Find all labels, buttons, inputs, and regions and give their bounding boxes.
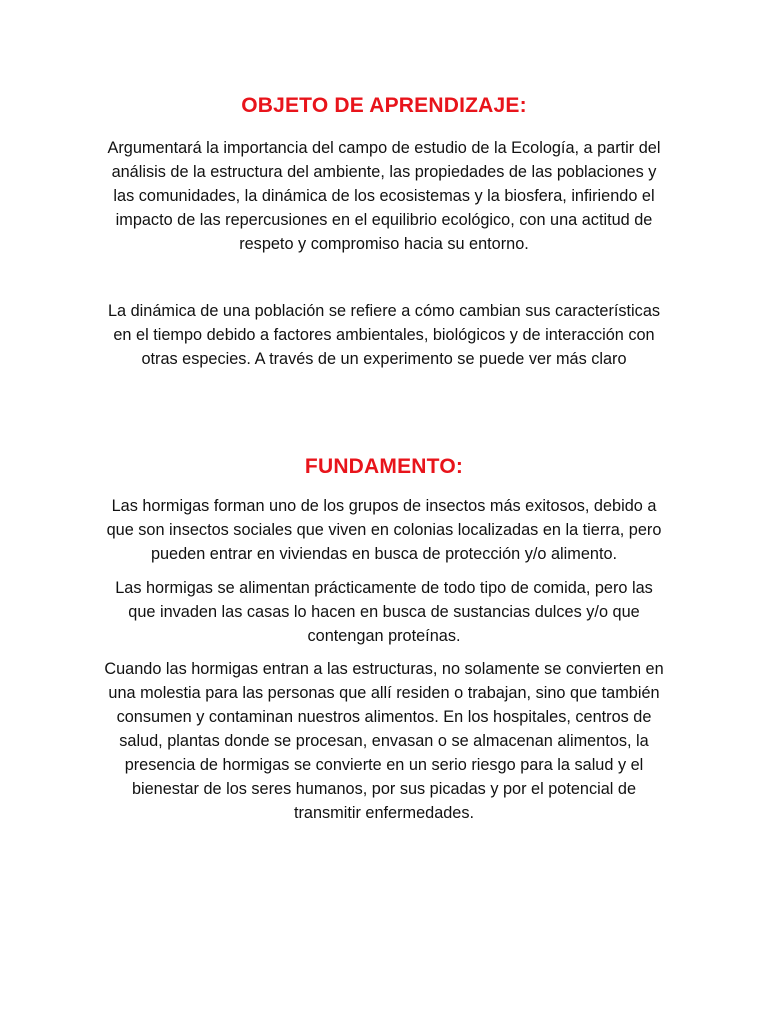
heading-fundamento: FUNDAMENTO: (304, 455, 464, 478)
paragraph-objective: Argumentará la importancia del campo de estudio de la Ecología, a partir del análisis de la estructura del ambiente, las propiedades de las poblaciones y las comunidades, la dinámica de los ecosistemas y la biosfera, infiriendo el impacto de las repercusiones en el equilibrio ecológico, con una actitud de respeto y compromiso hacia su entorno. (107, 139, 661, 253)
paragraph-ants-risk: Cuando las hormigas entran a las estructuras, no solamente se convierten en una molestia para las personas que allí residen o trabajan, sino que también consumen y contaminan nuestros alimentos. En los hospitales, centros de salud, plantas donde se procesan, envasan o se almacenan alimentos, la presencia de hormigas se convierte en un serio riesgo para la salud y el bienestar de los seres humanos, por sus picadas y por el potencial de transmitir enfermedades. (104, 660, 664, 822)
paragraph-ants-intro: Las hormigas forman uno de los grupos de insectos más exitosos, debido a que son insectos sociales que viven en colonias localizadas en la tierra, pero pueden entrar en viviendas en busca de protección y/o alimento. (106, 497, 662, 563)
paragraph-ants-food: Las hormigas se alimentan prácticamente de todo tipo de comida, pero las que invaden las casas lo hacen en busca de sustancias dulces y/o que contengan proteínas. (115, 579, 653, 645)
paragraph-population-dynamics: La dinámica de una población se refiere a cómo cambian sus características en el tiempo debido a factores ambientales, biológicos y de interacción con otras especies. A través de un experimento se puede ver más claro (107, 302, 661, 368)
heading-objeto-de-aprendizaje: OBJETO DE APRENDIZAJE: (241, 94, 527, 117)
